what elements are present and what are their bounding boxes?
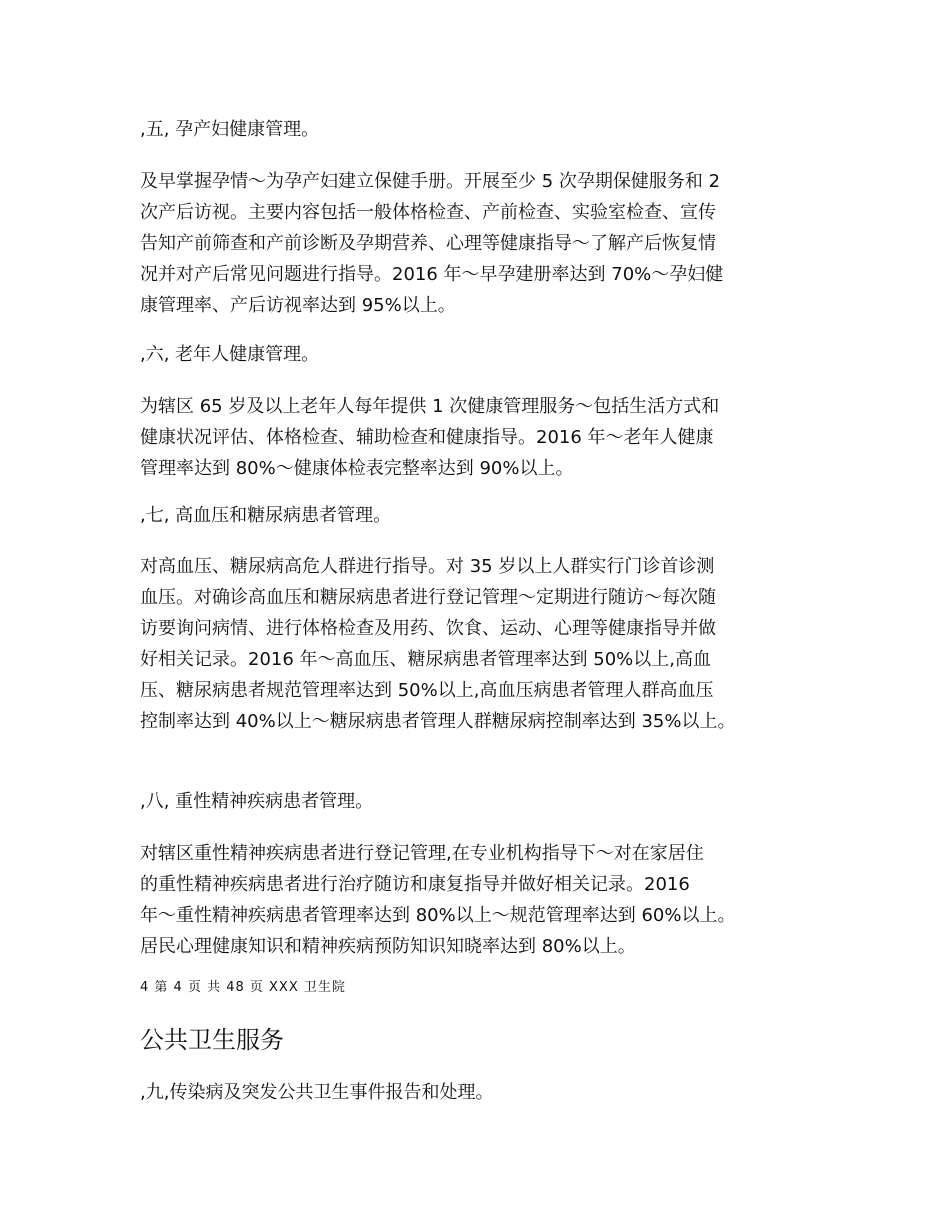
paragraph-line: 管理率达到 80%～健康体检表完整率达到 90%以上。 [140, 458, 574, 479]
paragraph-line: 及早掌握孕情～为孕产妇建立保健手册。开展至少 5 次孕期保健服务和 2 [140, 171, 721, 192]
paragraph-line: 对辖区重性精神疾病患者进行登记管理,在专业机构指导下～对在家居住 [140, 843, 704, 864]
paragraph-line: 年～重性精神疾病患者管理率达到 80%以上～规范管理率达到 60%以上。 [140, 905, 736, 926]
paragraph-line: 次产后访视。主要内容包括一般体格检查、产前检查、实验室检查、宣传 [140, 202, 716, 223]
paragraph-line: 为辖区 65 岁及以上老年人每年提供 1 次健康管理服务～包括生活方式和 [140, 396, 720, 417]
paragraph-line: 压、糖尿病患者规范管理率达到 50%以上,高血压病患者管理人群高血压 [140, 680, 714, 701]
section-heading-6: ,六, 老年人健康管理。 [140, 344, 320, 365]
section-paragraph-6 [140, 391, 820, 484]
paragraph-line: 况并对产后常见问题进行指导。2016 年～早孕建册率达到 70%～孕妇健 [140, 264, 724, 285]
paragraph-line: 健康状况评估、体格检查、辅助检查和健康指导。2016 年～老年人健康 [140, 427, 714, 448]
section-heading-5: ,五, 孕产妇健康管理。 [140, 119, 320, 140]
section-heading-9: ,九,传染病及突发公共卫生事件报告和处理。 [140, 1082, 494, 1103]
paragraph-line: 的重性精神疾病患者进行治疗随访和康复指导并做好相关记录。2016 [140, 874, 690, 895]
section-paragraph-5 [140, 166, 820, 321]
page-title: 公共卫生服务 [140, 1026, 284, 1054]
paragraph-line: 对高血压、糖尿病高危人群进行指导。对 35 岁以上人群实行门诊首诊测 [140, 556, 715, 577]
paragraph-line: 血压。对确诊高血压和糖尿病患者进行登记管理～定期进行随访～每次随 [140, 587, 716, 608]
paragraph-line: 访要询问病情、进行体格检查及用药、饮食、运动、心理等健康指导并做 [140, 618, 716, 639]
paragraph-line: 控制率达到 40%以上～糖尿病患者管理人群糖尿病控制率达到 35%以上。 [140, 711, 736, 732]
section-paragraph-8 [140, 838, 820, 962]
paragraph-line: 告知产前筛查和产前诊断及孕期营养、心理等健康指导～了解产后恢复情 [140, 233, 716, 254]
paragraph-line: 好相关记录。2016 年～高血压、糖尿病患者管理率达到 50%以上,高血 [140, 649, 711, 670]
section-paragraph-7 [140, 551, 820, 737]
section-heading-8: ,八, 重性精神疾病患者管理。 [140, 791, 374, 812]
paragraph-line: 居民心理健康知识和精神疾病预防知识知晓率达到 80%以上。 [140, 936, 636, 957]
paragraph-line: 康管理率、产后访视率达到 95%以上。 [140, 295, 456, 316]
section-heading-7: ,七, 高血压和糖尿病患者管理。 [140, 505, 392, 526]
page-footer: 4 第 4 页 共 48 页 XXX 卫生院 [140, 980, 346, 995]
